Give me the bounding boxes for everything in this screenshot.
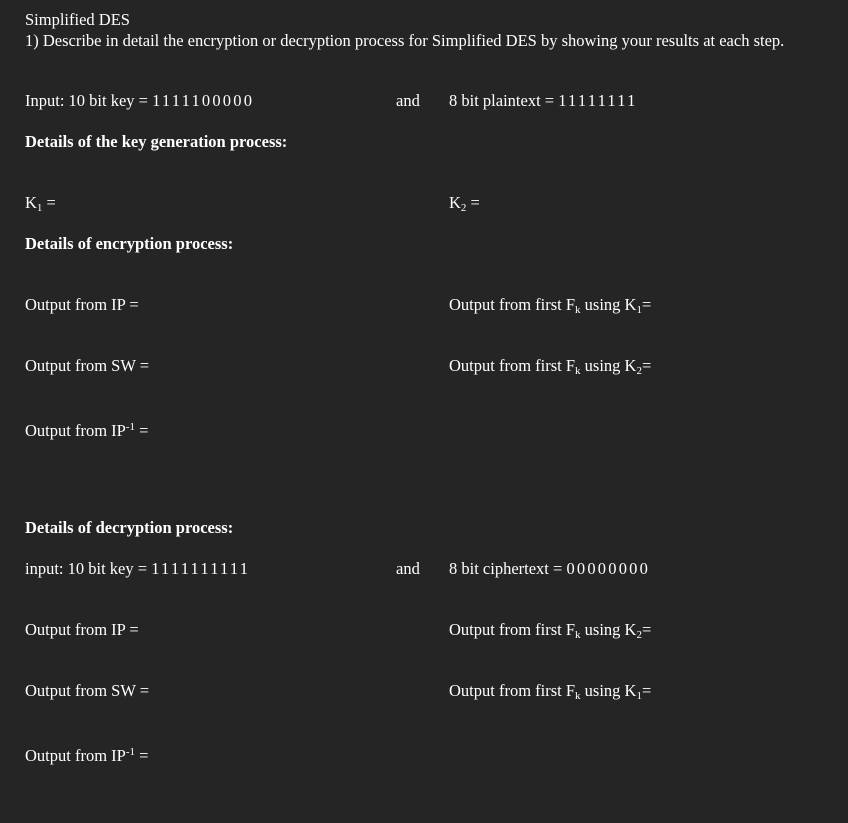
k2-field: $K_2$ = [449, 193, 480, 214]
enc-second-fk-k2: Output from first $F_k$ using $K_2=$ [449, 356, 652, 377]
encryption-heading: Details of encryption process: [25, 234, 234, 253]
plaintext-label: 8 bit plaintext = [449, 91, 555, 110]
dec-key-label: input: 10 bit key = [25, 559, 148, 578]
document-title: Simplified DES [25, 10, 130, 29]
dec-ip-inverse-output: Output from $IP^{-1}$ = [25, 746, 149, 765]
key-label: Input: 10 bit key = [25, 91, 148, 110]
dec-ip-output: Output from IP = [25, 620, 139, 639]
dec-and-connector: and [396, 559, 420, 578]
dec-sw-output: Output from SW = [25, 681, 150, 700]
enc-sw-output: Output from SW = [25, 356, 150, 375]
decryption-key-input [25, 559, 250, 579]
plaintext-input [449, 91, 638, 111]
enc-first-fk-k1: Output from first $F_k$ using $K_1=$ [449, 295, 652, 316]
ciphertext-label: 8 bit ciphertext = [449, 559, 563, 578]
ciphertext-value: 00000000 [566, 559, 651, 578]
key-generation-heading: Details of the key generation process: [25, 132, 288, 151]
dec-first-fk-k2: Output from first $F_k$ using $K_2=$ [449, 620, 652, 641]
dec-key-value: 1111111111 [151, 559, 251, 578]
and-connector: and [396, 91, 420, 110]
decryption-heading: Details of decryption process: [25, 518, 234, 537]
plaintext-value: 11111111 [558, 91, 638, 110]
encryption-key-input [25, 91, 254, 111]
question-text: 1) Describe in detail the encryption or decryption process for Simplified DES by showing your results at each step. [25, 31, 785, 50]
dec-second-fk-k1: Output from first $F_k$ using $K_1=$ [449, 681, 652, 702]
ciphertext-input [449, 559, 650, 579]
enc-ip-output: Output from IP = [25, 295, 139, 314]
enc-ip-inverse-output: Output from $IP^{-1}$ = [25, 421, 149, 440]
key-value: 1111100000 [152, 91, 255, 110]
k1-field: $K_1$ = [25, 193, 56, 214]
